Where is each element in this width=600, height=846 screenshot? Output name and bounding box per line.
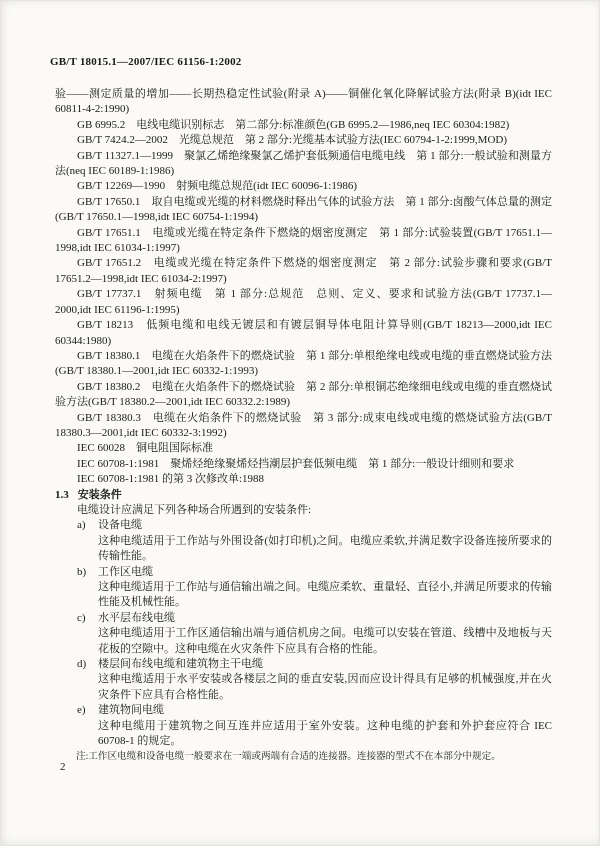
item-body: 这种电缆用于建筑物之间互连并应适用于室外安装。这种电缆的护套和外护套应符合 IEC 60708-1 的规定。: [98, 719, 552, 748]
document-code-header: GB/T 18015.1—2007/IEC 61156-1:2002: [50, 56, 242, 68]
reference-entry: GB/T 17651.2 电缆或光缆在特定条件下燃烧的烟密度测定 第 2 部分:试验步骤和要求(GB/T 17651.2—1998,idt IEC 61034-2:1997): [55, 257, 552, 285]
page-number: 2: [60, 761, 66, 773]
item-head: [77, 518, 552, 533]
item-title: 楼层间布线电缆和建筑物主干电缆: [98, 658, 263, 671]
item-head: [77, 611, 552, 626]
reference-entry: GB/T 11327.1—1999 聚氯乙烯绝缘聚氯乙烯护套低频通信电缆电线 第 1 部分:一般试验和测量方法(neq IEC 60189-1:1986): [55, 149, 552, 178]
reference-entry: GB/T 17651.1 电缆或光缆在特定条件下燃烧的烟密度测定 第 1 部分:试验装置(GB/T 17651.1—1998,idt IEC 61034-1:1997): [55, 226, 552, 255]
section-title: 安装条件: [77, 488, 122, 501]
reference-entry: IEC 60708-1:1981 的第 3 次修改单:1988: [77, 473, 264, 486]
section-intro: 电缆设计应满足下列各种场合所遇到的安装条件:: [77, 503, 312, 516]
section-number: 1.3: [55, 488, 69, 501]
item-title: 建筑物间电缆: [98, 704, 164, 717]
reference-entry: GB/T 17650.1 取自电缆或光缆的材料燃烧时释出气体的试验方法 第 1 部分:卤酸气体总量的测定(GB/T 17650.1—1998,idt IEC 60754-1:1994): [55, 195, 552, 224]
reference-entry: GB/T 7424.2—2002 光缆总规范 第 2 部分:光缆基本试验方法(IEC 60794-1-2:1999,MOD): [77, 134, 508, 147]
item-head: [77, 565, 552, 580]
install-condition-item: [77, 518, 552, 564]
item-head: [77, 703, 552, 718]
item-body: 这种电缆适用于水平安装或各楼层之间的垂直安装,因而应设计得具有足够的机械强度,并在火灾条件下应具有合格性能。: [98, 673, 552, 701]
reference-entry: GB/T 17737.1 射频电缆 第 1 部分:总规范 总则、定义、要求和试验方法(GB/T 17737.1—2000,idt IEC 61196-1:1995): [55, 288, 552, 316]
item-title: 水平层布线电缆: [98, 611, 175, 624]
footnote: 注:工作区电缆和设备电缆一般要求在一端或两端有合适的连接器。连接器的型式不在本部分中规定。: [76, 751, 501, 763]
item-body: 这种电缆适用于工作区通信输出端与通信机房之间。电缆可以安装在管道、线槽中及地板与天花板的空隙中。这种电缆在火灾条件下应具有合格的性能。: [98, 627, 552, 655]
item-letter: b): [77, 565, 87, 578]
page-content: [55, 87, 552, 765]
install-condition-item: [77, 565, 552, 611]
install-condition-item: [77, 611, 552, 657]
item-body: 这种电缆适用于工作站与通信输出端之间。电缆应柔软、重量轻、直径小,并满足所要求的传输性能及机械性能。: [98, 581, 552, 609]
reference-entry: GB 6995.2 电线电缆识别标志 第二部分:标准颜色(GB 6995.2—1986,neq IEC 60304:1982): [77, 118, 510, 131]
item-title: 工作区电缆: [98, 565, 153, 578]
item-letter: c): [77, 611, 86, 624]
install-condition-item: [77, 703, 552, 749]
reference-entry: GB/T 18213 低频电缆和电线无镀层和有镀层铜导体电阻计算导则(GB/T 18213—2000,idt IEC 60344:1980): [55, 319, 552, 347]
item-letter: d): [77, 658, 87, 671]
reference-continuation: 验——测定质量的增加——长期热稳定性试验(附录 A)——铜催化氧化降解试验方法(附录 B)(idt IEC 60811-4-2:1990): [55, 88, 552, 116]
reference-entry: GB/T 18380.3 电缆在火焰条件下的燃烧试验 第 3 部分:成束电线或电缆的燃烧试验方法(GB/T 18380.3—2001,idt IEC 60332-3:1992): [55, 411, 552, 439]
install-condition-item: [77, 657, 552, 703]
item-letter: a): [77, 519, 86, 532]
reference-entry: GB/T 18380.1 电缆在火焰条件下的燃烧试验 第 1 部分:单根绝缘电线或电缆的垂直燃烧试验方法(GB/T 18380.1—2001,idt IEC 60332-1:1993): [55, 349, 552, 378]
reference-entry: IEC 60028 铜电阻国际标准: [77, 442, 213, 455]
item-head: [77, 657, 552, 672]
reference-entry: IEC 60708-1:1981 聚烯烃绝缘聚烯烃挡潮层护套低频电缆 第 1 部分:一般设计细则和要求: [77, 457, 515, 470]
item-body: 这种电缆适用于工作站与外围设备(如打印机)之间。电缆应柔软,并满足数字设备连接所要求的传输性能。: [98, 534, 552, 563]
reference-entry: GB/T 18380.2 电缆在火焰条件下的燃烧试验 第 2 部分:单根铜芯绝缘细电线或电缆的垂直燃烧试验方法(GB/T 18380.2—2001,idt IEC 60332.2:1989): [55, 380, 552, 409]
item-letter: e): [77, 704, 86, 717]
section-heading: [55, 488, 552, 503]
item-title: 设备电缆: [98, 519, 142, 532]
reference-entry: GB/T 12269—1990 射频电缆总规范(idt IEC 60096-1:1986): [77, 180, 357, 193]
